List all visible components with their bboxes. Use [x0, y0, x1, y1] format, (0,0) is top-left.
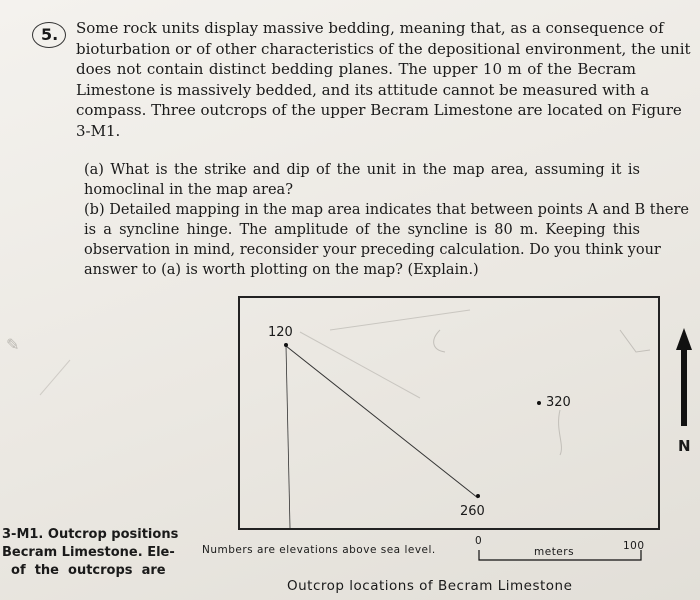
outcrop-label: 320: [546, 395, 571, 410]
question-number: 5.: [32, 22, 66, 48]
paragraph-line: Limestone is massively bedded, and its attitude cannot be measured with a: [76, 80, 650, 99]
north-label: N: [678, 437, 691, 455]
figure-caption: 3-M1. Outcrop positions Becram Limestone. Ele- of the outcrops are: [2, 527, 179, 578]
outcrop-point: [476, 494, 480, 498]
outcrop-point: [284, 343, 288, 347]
outcrop-label: 120: [268, 325, 293, 340]
part-line: observation in mind, reconsider your preceding calculation. Do you think your: [84, 242, 661, 258]
paragraph-line: 3-M1.: [76, 121, 121, 140]
part-line: homoclinal in the map area?: [84, 182, 293, 198]
outcrop-label: 260: [460, 504, 485, 519]
pencil-mark: ✎: [6, 335, 20, 354]
guide-line: [286, 346, 478, 498]
paragraph-line: does not contain distinct bedding planes. The upper 10 m of the Becram: [76, 60, 636, 78]
north-arrow: [674, 328, 694, 432]
part-line: (b) Detailed mapping in the map area indicates that between points A and B there: [84, 202, 690, 218]
elevation-note: Numbers are elevations above sea level.: [202, 544, 436, 556]
part-line: answer to (a) is worth plotting on the map? (Explain.): [84, 262, 479, 278]
figure-title: Outcrop locations of Becram Limestone: [287, 578, 573, 594]
scale-unit: meters: [534, 546, 575, 558]
outcrop-point: [537, 401, 541, 405]
scale-end: 100: [623, 540, 645, 552]
north-arrow-icon: [674, 328, 694, 428]
paragraph-line: Some rock units display massive bedding, meaning that, as a consequence of: [76, 19, 664, 37]
paragraph-line: bioturbation or of other characteristics of the depositional environment, the unit: [76, 39, 691, 58]
guide-line: [286, 346, 290, 528]
scale-start: 0: [475, 535, 483, 547]
paragraph-line: compass. Three outcrops of the upper Becram Limestone are located on Figure: [76, 101, 682, 119]
part-line: is a syncline hinge. The amplitude of the syncline is 80 m. Keeping this: [84, 222, 640, 238]
part-line: (a) What is the strike and dip of the unit in the map area, assuming it is: [84, 162, 640, 178]
